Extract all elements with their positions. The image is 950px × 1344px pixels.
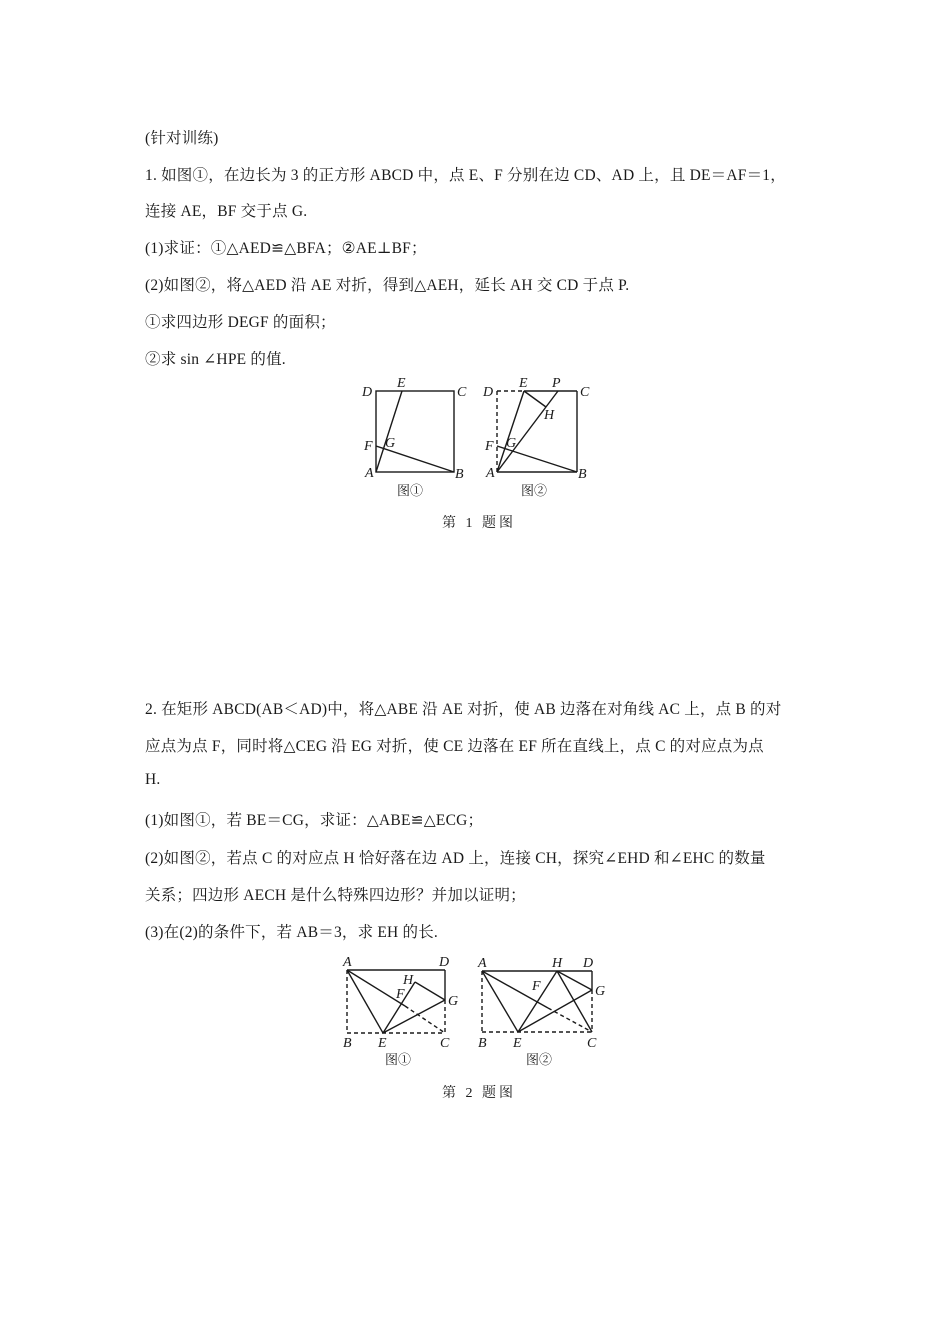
p1-fig1-label: 图① (397, 483, 424, 498)
p1-figure-2 (497, 391, 577, 472)
svg-text:F: F (532, 979, 541, 994)
svg-text:G: G (385, 436, 396, 451)
svg-text:G: G (448, 994, 459, 1009)
svg-text:D: D (483, 385, 494, 400)
svg-text:B: B (578, 467, 587, 482)
svg-text:C: C (587, 1036, 597, 1051)
p2-fig1-label: 图① (385, 1052, 412, 1067)
svg-text:E: E (378, 1036, 387, 1051)
problem2-line: H. (145, 771, 161, 788)
problem2-line: (1)如图①，若 BE＝CG，求证：△ABE≌△ECG； (145, 812, 484, 829)
problem1-caption: 第 1 题图 (442, 516, 516, 531)
problem2-line: 应点为点 F，同时将△CEG 沿 EG 对折，使 CE 边落在 EF 所在直线上，点 C 的对应点为点 (145, 738, 764, 755)
p1-figure-2-labels (482, 376, 590, 482)
svg-text:D: D (362, 385, 373, 400)
svg-text:H: H (552, 956, 563, 971)
svg-text:F: F (485, 439, 494, 454)
p2-fig2-label: 图② (526, 1052, 553, 1067)
svg-text:C: C (440, 1036, 450, 1051)
svg-text:A: A (478, 956, 487, 971)
svg-text:A: A (365, 466, 374, 481)
svg-text:H: H (403, 973, 414, 988)
svg-text:B: B (343, 1036, 352, 1051)
problem1-line: ②求 sin ∠HPE 的值. (145, 351, 286, 368)
problem2-line: (3)在(2)的条件下，若 AB＝3，求 EH 的长. (145, 924, 438, 941)
svg-text:B: B (455, 467, 464, 482)
problem1-line: 1. 如图①，在边长为 3 的正方形 ABCD 中，点 E、F 分别在边 CD、AD 上，且 DE＝AF＝1， (145, 167, 786, 184)
svg-text:D: D (439, 955, 450, 970)
svg-text:A: A (486, 466, 495, 481)
svg-text:H: H (544, 408, 555, 423)
problem2-line: (2)如图②，若点 C 的对应点 H 恰好落在边 AD 上，连接 CH，探究∠EHD 和∠EHC 的数量 (145, 850, 766, 867)
p2-figure-2-labels (477, 956, 605, 1051)
svg-text:G: G (506, 436, 517, 451)
problem2-caption: 第 2 题图 (442, 1086, 516, 1101)
problem2-line: 2. 在矩形 ABCD(AB＜AD)中，将△ABE 沿 AE 对折，使 AB 边落在对角线 AC 上，点 B 的对 (145, 701, 782, 718)
svg-text:C: C (580, 385, 590, 400)
p1-fig2-label: 图② (521, 483, 548, 498)
svg-text:P: P (552, 376, 561, 391)
svg-text:E: E (519, 376, 528, 391)
svg-text:F: F (396, 987, 405, 1002)
p2-figure-1-labels (342, 955, 458, 1051)
svg-text:B: B (478, 1036, 487, 1051)
problem1-line: 连接 AE，BF 交于点 G. (145, 203, 308, 220)
problem1-line: (1)求证：①△AED≌△BFA；②AE⊥BF； (145, 240, 427, 257)
problem2-line: 关系；四边形 AECH 是什么特殊四边形？并加以证明； (145, 887, 526, 904)
p1-figure-1 (376, 391, 454, 472)
p1-figure-1-labels (361, 376, 467, 482)
svg-text:E: E (513, 1036, 522, 1051)
section-title: (针对训练) (145, 130, 219, 147)
p2-figure-2 (482, 971, 592, 1032)
p2-figure-1 (347, 970, 445, 1033)
svg-text:C: C (457, 385, 467, 400)
svg-text:A: A (343, 955, 352, 970)
svg-text:E: E (397, 376, 406, 391)
problem1-line: ①求四边形 DEGF 的面积； (145, 314, 336, 331)
svg-text:F: F (364, 439, 373, 454)
svg-text:G: G (595, 984, 606, 999)
problem1-line: (2)如图②，将△AED 沿 AE 对折，得到△AEH，延长 AH 交 CD 于点 P. (145, 277, 630, 294)
svg-text:D: D (583, 956, 594, 971)
